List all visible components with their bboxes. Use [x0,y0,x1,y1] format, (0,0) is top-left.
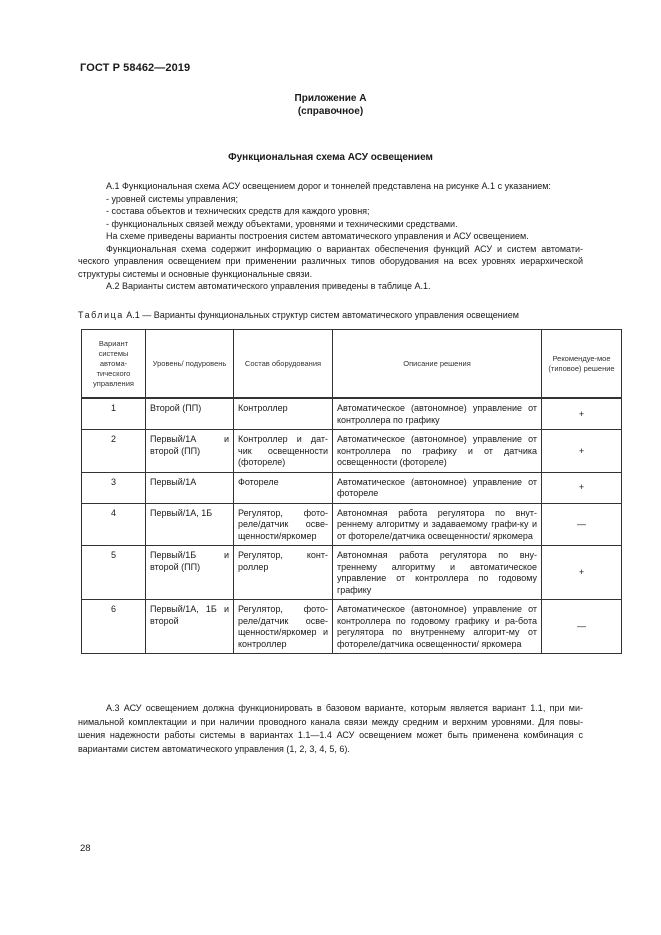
cell-variant: 2 [82,430,146,473]
cell-recommended: + [542,546,622,600]
intro-text [78,180,583,293]
header-equipment: Состав оборудования [234,330,333,399]
table-row [82,472,622,503]
cell-equipment: Контроллер и дат-чик освещенности (фотореле) [234,430,333,473]
cell-recommended: — [542,503,622,546]
cell-description: Автоматическое (автономное) управление от фотореле [333,472,542,503]
table-row [82,430,622,473]
cell-variant: 5 [82,546,146,600]
bullet-item: - функциональных связей между объектами, уровнями и техническими средствами. [106,218,458,229]
cell-recommended: — [542,600,622,654]
cell-level: Второй (ПП) [146,398,234,430]
table-row [82,546,622,600]
table-row [82,600,622,654]
a3-text [78,702,583,756]
cell-recommended: + [542,472,622,503]
cell-description: Автоматическое (автономное) управление от контроллера по графику и от датчика освещенности (фотореле) [333,430,542,473]
cell-recommended: + [542,398,622,430]
cell-equipment: Фотореле [234,472,333,503]
cell-description: Автономная работа регулятора по вну-треннему алгоритму и автоматическое управление от контроллера по годовому графику [333,546,542,600]
paragraph-a3: А.3 АСУ освещением должна функционировать в базовом варианте, которым является вариант 1.1, при ми-нимальной комплектации и при наличии проводного канала связи между средним и верхним уровнями. Для повы-шения надежности работы системы в вариантах 1.1—1.4 АСУ освещением может быть применена комбинация с вариантами систем автоматического управления (1, 2, 3, 4, 5, 6). [78,703,583,754]
table-header-row [82,330,622,399]
cell-variant: 3 [82,472,146,503]
bullet-item: - состава объектов и технических средств для каждого уровня; [106,206,370,216]
table-row [82,398,622,430]
document-code: ГОСТ Р 58462—2019 [80,62,191,74]
cell-equipment: Контроллер [234,398,333,430]
cell-level: Первый/1А [146,472,234,503]
cell-level: Первый/1А и второй (ПП) [146,430,234,473]
section-title: Функциональная схема АСУ освещением [228,152,433,163]
header-description: Описание решения [333,330,542,399]
table-caption-prefix: Таблица [78,310,124,320]
cell-equipment: Регулятор, фото-реле/датчик осве-щенности/яркомер [234,503,333,546]
cell-level: Первый/1А, 1Б [146,503,234,546]
header-recommended: Рекомендуе-мое (типовое) решение [542,330,622,399]
cell-equipment: Регулятор, конт-роллер [234,546,333,600]
cell-description: Автоматическое (автономное) управление от контроллера по графику [333,398,542,430]
appendix-subtitle: (справочное) [297,106,364,117]
appendix-title: Приложение А [294,93,367,104]
cell-level: Первый/1А, 1Б и второй [146,600,234,654]
cell-level: Первый/1Б и второй (ПП) [146,546,234,600]
appendix-heading [0,92,661,118]
paragraph-scheme-note: На схеме приведены варианты построения систем автоматического управления и АСУ освещением. [106,231,529,241]
cell-recommended: + [542,430,622,473]
cell-description: Автоматическое (автономное) управление от контроллера по годовому графику и ра-бота регулятора по внутреннему алгорит-му от фотореле/датчика освещенности/ яркомера [333,600,542,654]
header-variant: Вариант системы автома-тического управления [82,330,146,399]
cell-variant: 6 [82,600,146,654]
cell-variant: 1 [82,398,146,430]
paragraph-functional-scheme: Функциональная схема содержит информацию о вариантах обеспечения функций АСУ и систем автомати-ческого управления освещением при применении различных типов оборудования на всех уровнях иерархической структуры системы и основные функциональные связи. [78,243,583,279]
cell-variant: 4 [82,503,146,546]
variants-table [81,329,622,654]
paragraph-a2: А.2 Варианты систем автоматического управления приведены в таблице А.1. [106,281,431,291]
table-row [82,503,622,546]
table-caption [78,310,519,320]
paragraph-a1: А.1 Функциональная схема АСУ освещением дорог и тоннелей представлена на рисунке А.1 с указанием: [106,181,551,191]
bullet-item: - уровней системы управления; [106,193,238,204]
cell-description: Автономная работа регулятора по внут-реннему алгоритму и задаваемому графи-ку и от фотореле/датчика освещенности/ яркомера [333,503,542,546]
cell-equipment: Регулятор, фото-реле/датчик осве-щенности/яркомер и контроллер [234,600,333,654]
header-level: Уровень/ подуровень [146,330,234,399]
table-caption-text: А.1 — Варианты функциональных структур систем автоматического управления освещением [123,310,519,320]
page-number: 28 [80,843,91,854]
